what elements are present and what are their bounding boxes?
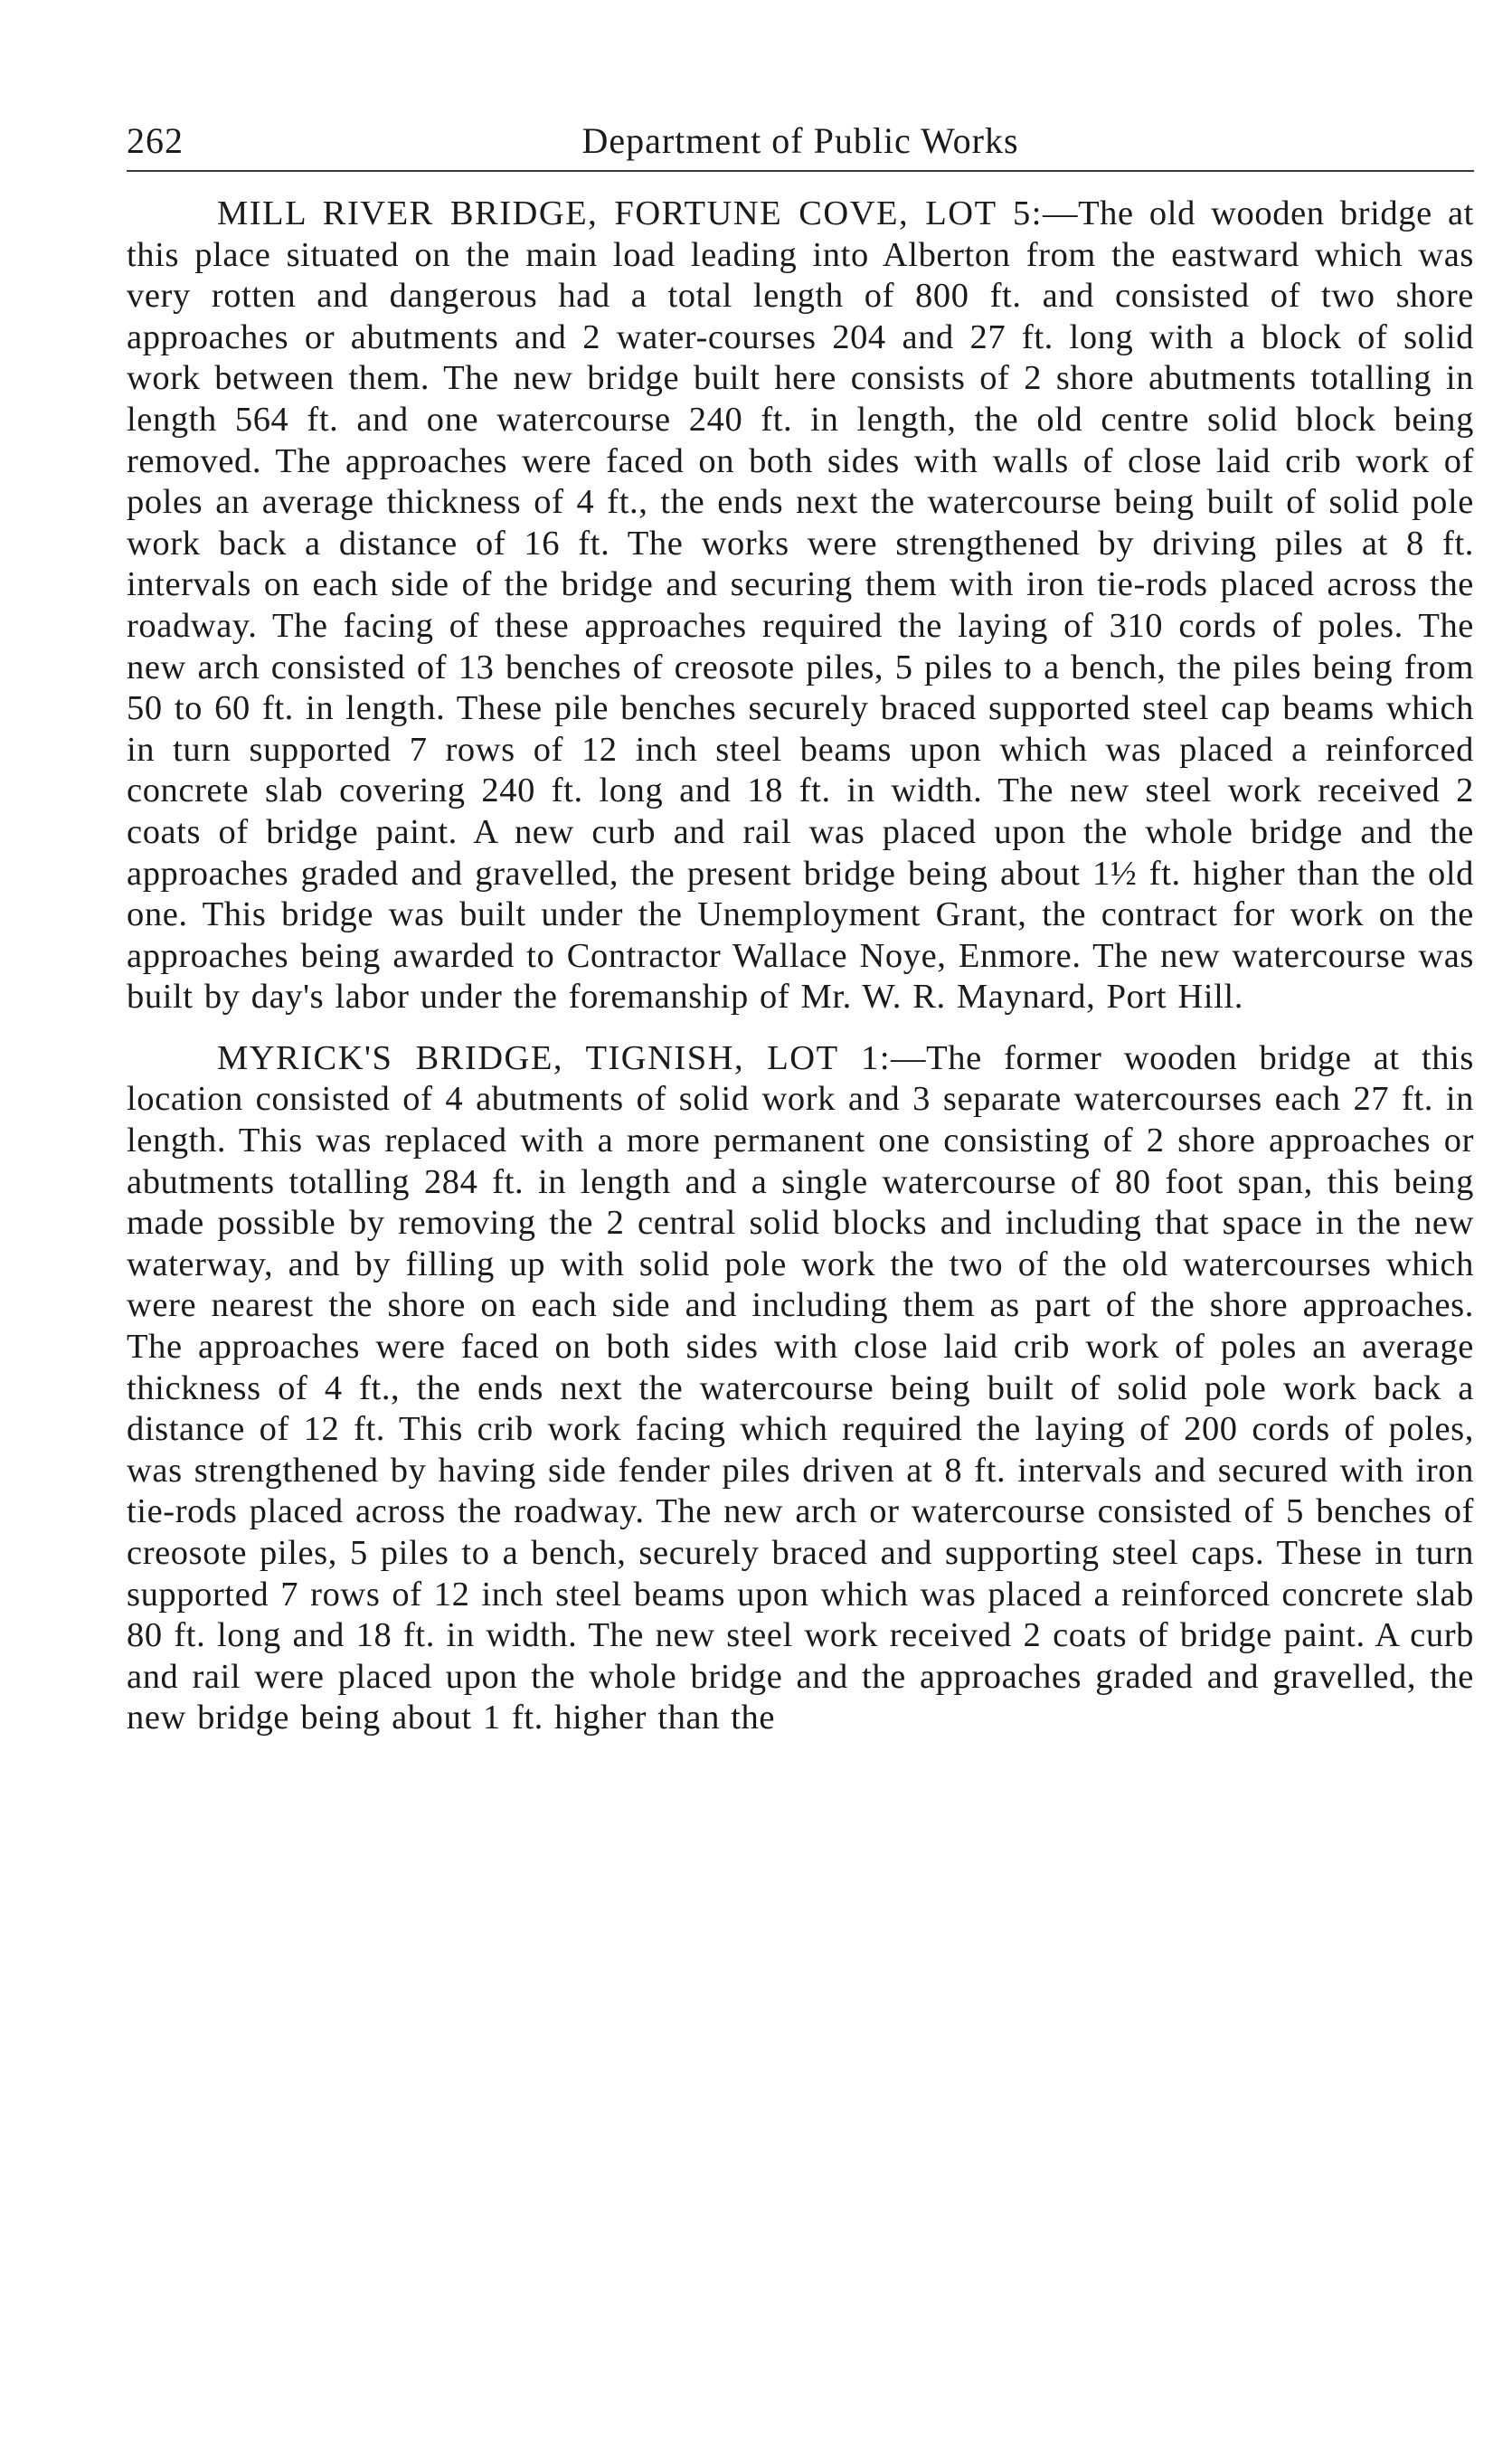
page-number: 262 bbox=[127, 120, 184, 161]
paragraph-text: —The former wooden bridge at this location consisted of 4 abutments of solid work and 3 separate watercourses each 27 ft. in length. This was replaced with a more permanent one consisting of 2 shore approaches or abutments totalling 284 ft. in length and a single watercourse of 80 foot span, this being made possible by removing the 2 central solid blocks and including that space in the new waterway, and by filling up with solid pole work the two of the old watercourses which were nearest the shore on each side and including them as part of the shore approaches. The approaches were faced on both sides with close laid crib work of poles an average thickness of 4 ft., the ends next the watercourse being built of solid pole work back a distance of 12 ft. This crib work facing which required the laying of 200 cords of poles, was strengthened by having side fender piles driven at 8 ft. intervals and secured with iron tie-rods placed across the roadway. The new arch or watercourse consisted of 5 benches of creosote piles, 5 piles to a bench, securely braced and supporting steel caps. These in turn supported 7 rows of 12 inch steel beams upon which was placed a reinforced concrete slab 80 ft. long and 18 ft. in width. The new steel work received 2 coats of bridge paint. A curb and rail were placed upon the whole bridge and the approaches graded and gravelled, the new bridge being about 1 ft. higher than the bbox=[127, 1038, 1475, 1737]
paragraph-heading: MILL RIVER BRIDGE, FORTUNE COVE, LOT 5: bbox=[217, 194, 1043, 232]
paragraph-text: —The old wooden bridge at this place situated on the main load leading into Alberton from the eastward which was very rotten and dangerous had a total length of 800 ft. and consisted of two shore approaches or abutments and 2 water-courses 204 and 27 ft. long with a block of solid work between them. The new bridge built here consists of 2 shore abutments totalling in length 564 ft. and one watercourse 240 ft. in length, the old centre solid block being removed. The approaches were faced on both sides with walls of close laid crib work of poles an average thickness of 4 ft., the ends next the watercourse being built of solid pole work back a distance of 16 ft. The works were strengthened by driving piles at 8 ft. intervals on each side of the bridge and securing them with iron tie-rods placed across the roadway. The facing of these approaches required the laying of 310 cords of poles. The new arch consisted of 13 benches of creosote piles, 5 piles to a bench, the piles being from 50 to 60 ft. in length. These pile benches securely braced supported steel cap beams which in turn supported 7 rows of 12 inch steel beams upon which was placed a reinforced concrete slab covering 240 ft. long and 18 ft. in width. The new steel work received 2 coats of bridge paint. A new curb and rail was placed upon the whole bridge and the approaches graded and gravelled, the present bridge being about 1½ ft. higher than the old one. This bridge was built under the Unemployment Grant, the contract for work on the approaches being awarded to Contractor Wallace Noye, Enmore. The new watercourse was built by day's labor under the foremanship of Mr. W. R. Maynard, Port Hill. bbox=[127, 194, 1474, 1017]
paragraph-heading: MYRICK'S BRIDGE, TIGNISH, LOT 1: bbox=[217, 1038, 892, 1077]
body-text bbox=[127, 194, 1474, 1739]
paragraph-myricks-bridge bbox=[127, 1038, 1474, 1739]
page-header bbox=[127, 116, 1474, 172]
running-title: Department of Public Works bbox=[581, 120, 1019, 161]
paragraph-mill-river-bridge bbox=[127, 194, 1474, 1018]
